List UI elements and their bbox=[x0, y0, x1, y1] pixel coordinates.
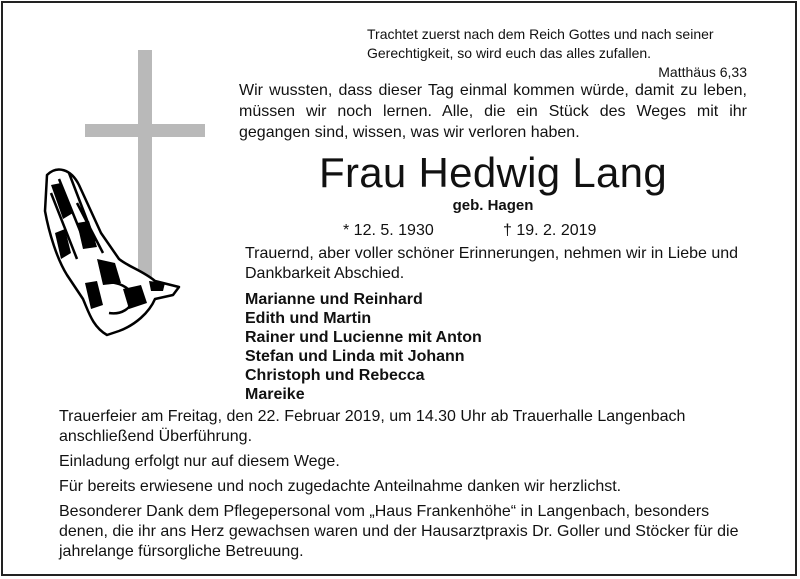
deceased-name: Frau Hedwig Lang bbox=[319, 149, 667, 196]
family-member: Mareike bbox=[245, 386, 305, 403]
family-list bbox=[245, 290, 645, 404]
invitation-note: Einladung erfolgt nur auf diesem Wege. bbox=[59, 453, 340, 470]
service-info: Trauerfeier am Freitag, den 22. Februar 2019, um 14.30 Uhr ab Trauerhalle Langenbach anschließend Überführung. bbox=[59, 408, 686, 445]
family-member: Christoph und Rebecca bbox=[245, 367, 425, 384]
intro-text: Wir wussten, dass dieser Tag einmal kommen würde, damit zu leben, müssen wir noch lernen. Alle, die ein Stück des Weges mit ihr gegangen sind, wissen, was wir verloren haben. bbox=[239, 82, 747, 141]
service-details bbox=[59, 407, 759, 567]
family-member: Stefan und Linda mit Johann bbox=[245, 348, 465, 365]
maiden-name: geb. Hagen bbox=[452, 197, 534, 214]
special-thanks: Besonderer Dank dem Pflegepersonal vom „Haus Frankenhöhe“ in Langenbach, besonders denen, die ihr ans Herz gewachsen waren und der Hausarztpraxis Dr. Goller und Stöcker für die jahrelange fürsorgliche Betreuung. bbox=[59, 503, 739, 560]
family-member: Rainer und Lucienne mit Anton bbox=[245, 329, 482, 346]
praying-hands-icon bbox=[37, 163, 187, 338]
quote-line-1: Trachtet zuerst nach dem Reich Gottes und nach seiner bbox=[367, 26, 714, 42]
family-member: Marianne und Reinhard bbox=[245, 291, 423, 308]
life-dates bbox=[343, 221, 663, 241]
birth-date: * 12. 5. 1930 bbox=[343, 222, 434, 239]
thanks-note: Für bereits erwiesene und noch zugedachte Anteilnahme danken wir herzlichst. bbox=[59, 478, 622, 495]
obituary-notice bbox=[1, 1, 797, 576]
quote-line-2: Gerechtigkeit, so wird euch das alles zufallen. bbox=[367, 45, 652, 61]
quote-reference: Matthäus 6,33 bbox=[658, 64, 747, 80]
bible-quote bbox=[367, 25, 747, 82]
family-member: Edith und Martin bbox=[245, 310, 372, 327]
mourning-text: Trauernd, aber voller schöner Erinnerungen, nehmen wir in Liebe und Dankbarkeit Abschied. bbox=[245, 245, 739, 282]
death-date: † 19. 2. 2019 bbox=[503, 222, 597, 239]
